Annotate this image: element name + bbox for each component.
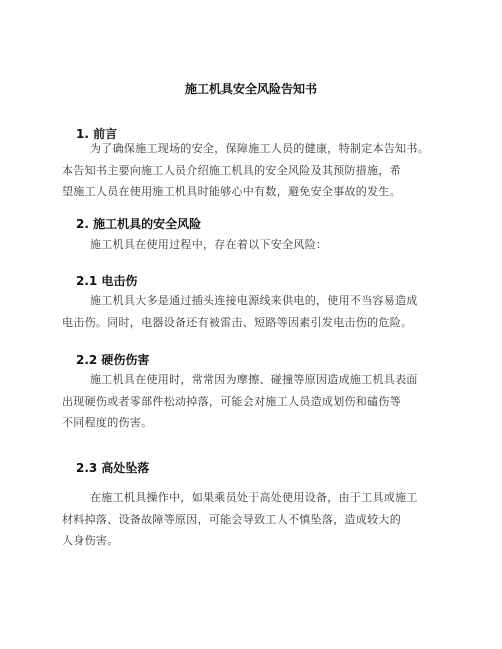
paragraph-line: 材料掉落、设备故障等原因，可能会导致工人不慎坠落，造成较大的 <box>62 512 401 526</box>
section-paragraph-fall-from-height <box>62 487 436 552</box>
paragraph-line: 本告知书主要向施工人员介绍施工机具的安全风险及其预防措施，希 <box>62 163 401 177</box>
section-paragraph-electric-shock <box>62 290 436 333</box>
section-heading-intro: 1. 前言 <box>76 127 118 141</box>
paragraph-line: 施工机具在使用过程中，存在着以下安全风险： <box>90 238 328 251</box>
section-heading-fall-from-height: 2.3 高处坠落 <box>76 461 150 475</box>
paragraph-line: 在施工机具操作中，如果乘员处于高处使用设备，由于工具或施工 <box>90 491 418 504</box>
paragraph-line: 为了确保施工现场的安全，保障施工人员的健康，特制定本告知书。 <box>90 142 429 155</box>
section-paragraph-hard-injury <box>62 369 436 434</box>
paragraph-line: 电击伤。同时，电器设备还有被雷击、短路等因素引发电击伤的危险。 <box>62 315 413 329</box>
section-heading-electric-shock: 2.1 电击伤 <box>76 274 138 288</box>
document-title: 施工机具安全风险告知书 <box>184 82 317 96</box>
paragraph-line: 施工机具在使用时，常常因为摩擦、碰撞等原因造成施工机具表面 <box>90 373 418 386</box>
paragraph-line: 出现硬伤或者零部件松动掉落，可能会对施工人员造成划伤和磕伤等 <box>62 394 401 408</box>
paragraph-line: 望施工人员在使用施工机具时能够心中有数，避免安全事故的发生。 <box>62 185 401 198</box>
paragraph-line: 施工机具大多是通过插头连接电源线来供电的，使用不当容易造成 <box>90 294 418 307</box>
section-heading-risks: 2. 施工机具的安全风险 <box>76 217 202 231</box>
section-paragraph-intro <box>62 138 436 203</box>
paragraph-line: 不同程度的伤害。 <box>62 416 153 429</box>
section-heading-hard-injury: 2.2 硬伤伤害 <box>76 353 150 367</box>
section-paragraph-risks <box>76 234 436 256</box>
paragraph-line: 人身伤害。 <box>62 534 119 547</box>
